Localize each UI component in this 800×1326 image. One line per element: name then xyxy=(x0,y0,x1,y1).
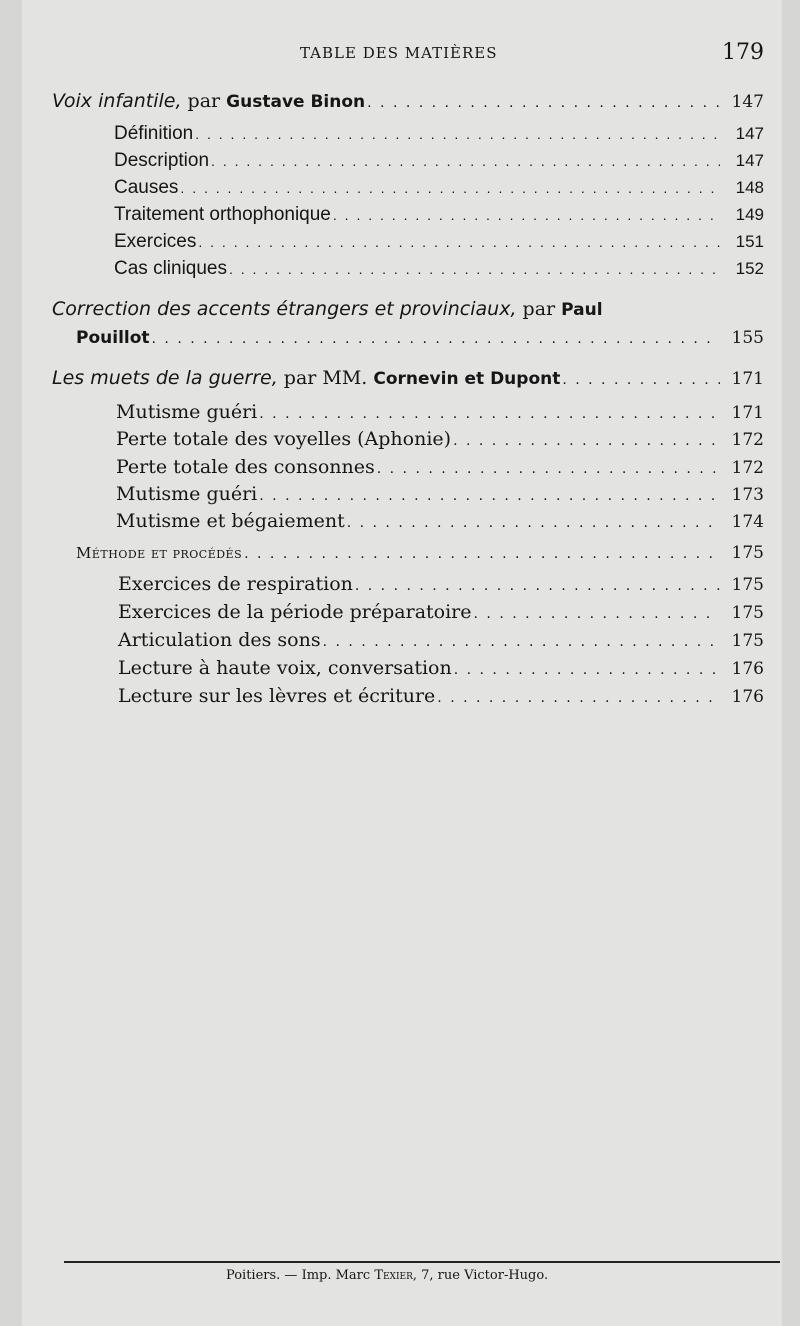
toc-subitem: Lecture sur les lèvres et écriture . . . 176 xyxy=(118,683,764,711)
toc-subitem: Articulation des sons . . . 175 xyxy=(118,627,764,655)
toc-item: Traitement orthophonique . . . 149 xyxy=(114,202,764,228)
leader-dots xyxy=(259,401,720,427)
leader-dots xyxy=(244,541,720,567)
toc-entry-title: Voix infantile, par Gustave Binon xyxy=(52,90,366,112)
leader-dots xyxy=(323,629,720,655)
leader-dots xyxy=(367,90,720,116)
toc-item: Mutisme guéri . . . 173 xyxy=(116,481,764,509)
leader-dots xyxy=(474,601,720,627)
leader-dots xyxy=(355,573,720,599)
leader-dots xyxy=(333,202,720,228)
leader-dots xyxy=(453,428,720,454)
toc-item: Perte totale des consonnes . . . 172 xyxy=(116,454,764,482)
leader-dots xyxy=(562,367,720,393)
leader-dots xyxy=(454,657,720,683)
leader-dots xyxy=(180,175,720,201)
leader-dots xyxy=(347,510,720,536)
leader-dots xyxy=(195,121,720,147)
leader-dots xyxy=(198,229,720,255)
toc-item: Mutisme et bégaiement . . . 174 xyxy=(116,508,764,536)
toc-item: Cas cliniques . . . 152 xyxy=(114,256,764,282)
leader-dots xyxy=(259,483,720,509)
toc-item: Causes . . . 148 xyxy=(114,175,764,201)
toc-subitem: Exercices de la période préparatoire . . . 175 xyxy=(118,599,764,627)
leader-dots xyxy=(211,148,720,174)
toc-item: Description . . . 147 xyxy=(114,148,764,174)
toc-entry-voix-infantile xyxy=(52,88,764,116)
toc-item: Exercices . . . 151 xyxy=(114,229,764,255)
toc-item: Perte totale des voyelles (Aphonie) . . . 172 xyxy=(116,426,764,454)
toc-page-number: 147 xyxy=(731,92,764,112)
toc-entry-correction-title: Correction des accents étrangers et provinciaux, par Paul xyxy=(52,298,603,320)
toc-entry-correction: Pouillot . . . 155 xyxy=(76,325,764,352)
toc-subitem: Lecture à haute voix, conversation . . . 176 xyxy=(118,655,764,683)
toc-entry-muets-de-la-guerre: Les muets de la guerre, par MM. Cornevin et Dupont . . . 171 xyxy=(52,365,764,393)
toc-subheading: Méthode et procédés . . . 175 xyxy=(76,540,764,567)
running-header-page-number: 179 xyxy=(722,40,764,65)
leader-dots xyxy=(377,456,720,482)
toc-subitem: Exercices de respiration . . . 175 xyxy=(118,571,764,599)
leader-dots xyxy=(152,326,720,352)
running-header-title: TABLE DES MATIÈRES xyxy=(300,44,498,62)
leader-dots xyxy=(437,685,720,711)
toc-item: Mutisme guéri . . . 171 xyxy=(116,399,764,427)
printer-imprint: Poitiers. — Imp. Marc Texier, 7, rue Victor-Hugo. xyxy=(226,1268,549,1283)
toc-item: Définition . . . 147 xyxy=(114,121,764,147)
footer-rule xyxy=(64,1261,780,1263)
leader-dots xyxy=(229,256,720,282)
